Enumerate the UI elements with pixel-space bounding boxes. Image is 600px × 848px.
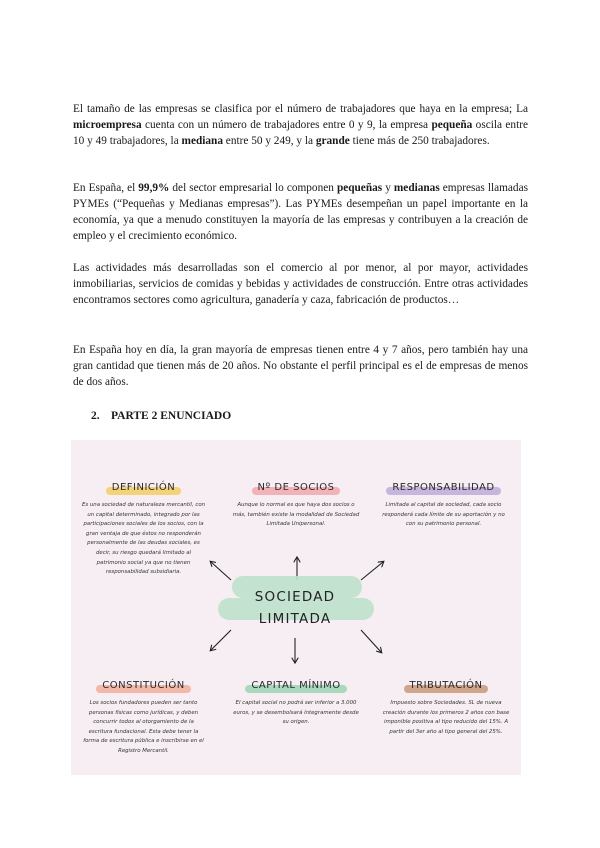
bold-term: 99,9% xyxy=(138,182,170,194)
box-body: Es una sociedad de naturaleza mercantil, con un capital determinado, integrado por las participaciones sociales de los socios, con la gran ventaja de que éstos no responderán personalmente de las deudas sociales, es decir, su riesgo quedará limitado al patrimonio social ya que no tienen responsabilidad subsidiaria. xyxy=(81,502,206,576)
text-run: del sector empresarial lo componen xyxy=(169,182,337,194)
box-body: Impuesto sobre Sociedades. SL de nueva creación durante los primeros 2 años con base imponible positiva al tipo reducido del 15%. A partir del 3er año al tipo general del 25%. xyxy=(382,700,510,735)
box-title: CAPITAL MÍNIMO xyxy=(245,680,346,692)
box-title: TRIBUTACIÓN xyxy=(404,680,489,692)
bold-term: medianas xyxy=(393,182,440,194)
center-title xyxy=(214,586,376,630)
text-run: cuenta con un número de trabajadores entre 0 y 9, la empresa xyxy=(141,119,432,131)
center-title-line1: SOCIEDAD xyxy=(254,589,336,605)
box-title: Nº DE SOCIOS xyxy=(252,482,341,494)
section-heading xyxy=(91,410,231,422)
text-run: entre 50 y 249, y la xyxy=(222,135,316,147)
box-title: CONSTITUCIÓN xyxy=(96,680,190,692)
box-body: Los socios fundadores pueden ser tanto personas físicas como jurídicas, y deben concurrir todos al otorgamiento de la escritura fundacional. Esta debe tener la forma de escritura pública e inscribirse en el Registro Mercantil. xyxy=(83,700,204,754)
box-socios xyxy=(231,475,361,530)
text-run: y xyxy=(382,182,394,194)
arrow-tributacion xyxy=(361,630,381,652)
box-body: Aunque lo normal es que haya dos socios o más, también existe la modalidad de Sociedad Limitada Unipersonal. xyxy=(232,502,360,528)
bold-term: pequeña xyxy=(431,119,473,131)
heading-number: 2. xyxy=(91,410,100,422)
box-definicion xyxy=(81,475,206,578)
box-tributacion xyxy=(381,673,511,737)
bold-term: grande xyxy=(315,135,350,147)
text-run: El tamaño de las empresas se clasifica por el número de trabajadores que haya en la empresa; La xyxy=(73,103,528,115)
box-body: Limitada al capital de sociedad, cada socio responderá cada límite de su aportación y no con su patrimonio personal. xyxy=(382,502,505,528)
paragraph-company-size xyxy=(73,101,528,149)
box-constitucion xyxy=(81,673,206,757)
box-body: El capital social no podrá ser inferior a 3.000 euros, y se desembolsará íntegramente desde su origen. xyxy=(233,700,359,726)
box-title: RESPONSABILIDAD xyxy=(386,482,500,494)
text-run: empresas llamadas PYMEs (“Pequeñas y Medianas empresas”). Las PYMEs desempeñan un papel importante en la economía, ya que a menudo constituyen la mayoría de las empresas y contribuyen a la creación de empleo y el crecimiento económico. xyxy=(73,182,528,242)
center-title-block xyxy=(214,572,376,632)
center-title-line2: LIMITADA xyxy=(258,611,332,627)
bold-term: microempresa xyxy=(73,119,142,131)
box-capital-minimo xyxy=(231,673,361,728)
box-title: DEFINICIÓN xyxy=(106,482,181,494)
paragraph-company-age: En España hoy en día, la gran mayoría de empresas tienen entre 4 y 7 años, pero también hay una gran cantidad que tienen más de 20 años. No obstante el perfil principal es el de empresas de menos de dos años. xyxy=(73,344,528,388)
heading-text: PARTE 2 ENUNCIADO xyxy=(111,410,232,422)
arrow-constitucion xyxy=(211,630,231,650)
text-run: oscila entre 10 y 49 trabajadores, la xyxy=(73,119,528,147)
text-run: tiene más de 250 trabajadores. xyxy=(349,135,490,147)
infographic-sociedad-limitada xyxy=(71,440,521,775)
bold-term: pequeñas xyxy=(336,182,383,194)
paragraph-pymes xyxy=(73,180,528,244)
paragraph-activities: Las actividades más desarrolladas son el comercio al por menor, al por mayor, actividades inmobiliarias, servicios de comidas y bebidas y actividades de construcción. Entre otras actividades encontramos sectores como agricultura, ganadería y caza, fabricación de productos… xyxy=(73,262,528,306)
box-responsabilidad xyxy=(381,475,506,530)
text-run: En España, el xyxy=(73,182,139,194)
bold-term: mediana xyxy=(181,135,223,147)
